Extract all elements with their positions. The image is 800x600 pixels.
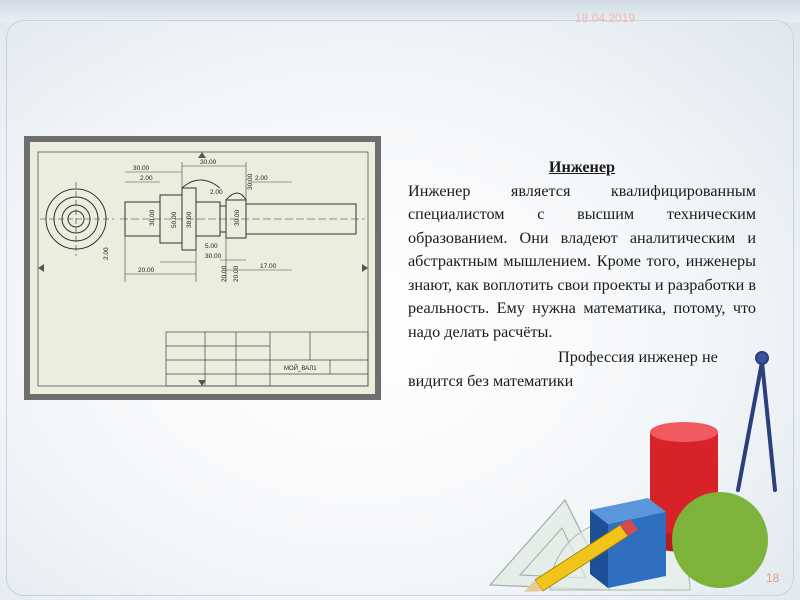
svg-text:2.00: 2.00 xyxy=(103,247,110,260)
svg-text:2.00: 2.00 xyxy=(210,189,223,196)
slide-date: 18.04.2019 xyxy=(575,11,636,25)
svg-text:20.00: 20.00 xyxy=(138,267,155,274)
svg-text:30.00: 30.00 xyxy=(149,209,156,226)
svg-text:2.00: 2.00 xyxy=(140,175,153,182)
compass-icon xyxy=(738,352,775,490)
svg-text:30.00: 30.00 xyxy=(234,209,241,226)
geometry-shapes-decoration xyxy=(480,340,790,595)
technical-drawing xyxy=(24,136,381,400)
green-sphere xyxy=(672,492,768,588)
svg-text:20.00: 20.00 xyxy=(233,265,240,282)
svg-text:30.00: 30.00 xyxy=(133,165,150,172)
svg-text:5.00: 5.00 xyxy=(205,243,218,250)
body-paragraph: Инженер является квалифицированным специалистом с высшим техническим образованием. Они владеют аналитическим и абстрактным мышлением. Кроме того, инженеры знают, как воплотить свои проекты и разработки в реальность. Ему нужна математика, потому, что надо делать расчёты. xyxy=(408,181,756,341)
closing-sentence: Профессия инженер не видится без математики xyxy=(408,348,718,390)
shaft-drawing-svg xyxy=(30,142,375,394)
svg-text:30.00: 30.00 xyxy=(247,173,254,190)
stamp-name: МОЙ_ВАЛ1 xyxy=(284,366,317,372)
page-number: 18 xyxy=(766,571,780,585)
svg-text:30.00: 30.00 xyxy=(205,253,222,260)
section-title: Инженер xyxy=(548,158,616,176)
svg-text:30.00: 30.00 xyxy=(200,159,217,166)
svg-text:38.00: 38.00 xyxy=(186,211,193,228)
svg-text:50.00: 50.00 xyxy=(171,211,178,228)
svg-text:20.00: 20.00 xyxy=(221,265,228,282)
top-bar xyxy=(0,0,800,22)
svg-text:2.00: 2.00 xyxy=(255,175,268,182)
svg-text:17.00: 17.00 xyxy=(260,263,277,270)
